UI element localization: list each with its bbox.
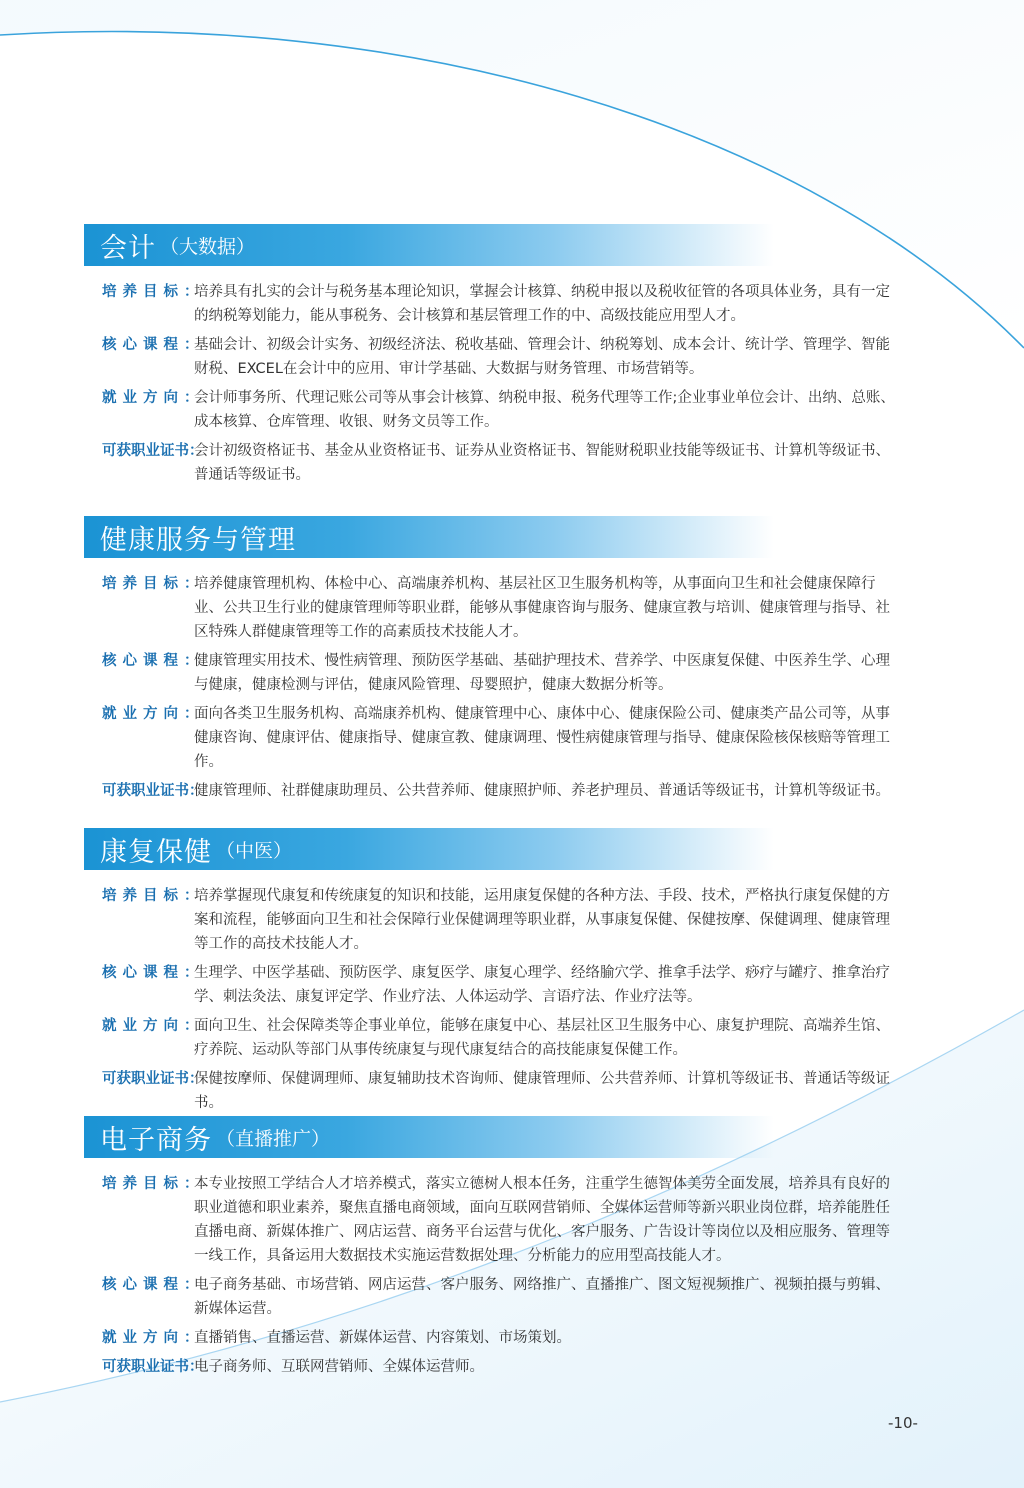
section-banner: [84, 828, 774, 870]
row-label: 核心课程：: [102, 653, 205, 669]
page-number: -10-: [888, 1414, 918, 1432]
row-core-courses: [84, 649, 944, 697]
row-text: 基础会计、初级会计实务、初级经济法、税收基础、管理会计、纳税筹划、成本会计、统计学、管理学、智能财税、EXCEL在会计中的应用、审计学基础、大数据与财务管理、市场营销等。: [194, 337, 890, 377]
row-certificates: [84, 1355, 944, 1379]
row-core-courses: [84, 333, 944, 381]
row-training-goal: [84, 884, 944, 956]
row-label: 培养目标：: [102, 576, 205, 592]
row-core-courses: [84, 961, 944, 1009]
row-text: 本专业按照工学结合人才培养模式，落实立德树人根本任务，注重学生德智体美劳全面发展，培养具有良好的职业道德和职业素养，聚焦直播电商领域，面向互联网营销师、全媒体运营师等新兴职业岗位群，培养能胜任直播电商、新媒体推广、网店运营、商务平台运营与优化、客户服务、广告设计等岗位以及相应服务、管理等一线工作，具备运用大数据技术实施运营数据处理、分析能力的应用型高技能人才。: [194, 1176, 890, 1264]
row-certificates: [84, 1067, 944, 1115]
section-accounting: [84, 224, 944, 492]
row-career-direction: [84, 702, 944, 774]
row-label: 可获职业证书：: [102, 1071, 204, 1087]
row-text: 健康管理师、社群健康助理员、公共营养师、健康照护师、养老护理员、普通话等级证书，计算机等级证书。: [194, 783, 890, 799]
row-text: 电子商务基础、市场营销、网店运营、客户服务、网络推广、直播推广、图文短视频推广、视频拍摄与剪辑、新媒体运营。: [194, 1277, 890, 1317]
row-label: 就业方向：: [102, 390, 205, 406]
row-label: 就业方向：: [102, 1018, 205, 1034]
row-text: 培养具有扎实的会计与税务基本理论知识，掌握会计核算、纳税申报以及税收征管的各项具体业务，具有一定的纳税筹划能力，能从事税务、会计核算和基层管理工作的中、高级技能应用型人才。: [194, 284, 890, 324]
row-career-direction: [84, 386, 944, 434]
row-text: 生理学、中医学基础、预防医学、康复医学、康复心理学、经络腧穴学、推拿手法学、痧疗与罐疗、推拿治疗学、刺法灸法、康复评定学、作业疗法、人体运动学、言语疗法、作业疗法等。: [194, 965, 890, 1005]
row-text: 培养掌握现代康复和传统康复的知识和技能，运用康复保健的各种方法、手段、技术，严格执行康复保健的方案和流程，能够面向卫生和社会保障行业保健调理等职业群，从事康复保健、保健按摩、保健调理、健康管理等工作的高技术技能人才。: [194, 888, 890, 952]
section-subtitle: （中医）: [216, 839, 293, 862]
section-ecommerce: [84, 1116, 944, 1384]
section-subtitle: （大数据）: [160, 235, 256, 258]
section-subtitle: （直播推广）: [216, 1127, 331, 1150]
section-title: 康复保健: [100, 836, 212, 868]
row-career-direction: [84, 1014, 944, 1062]
row-text: 面向卫生、社会保障类等企事业单位，能够在康复中心、基层社区卫生服务中心、康复护理院、高端养生馆、疗养院、运动队等部门从事传统康复与现代康复结合的高技能康复保健工作。: [194, 1018, 890, 1058]
row-certificates: [84, 439, 944, 487]
row-core-courses: [84, 1273, 944, 1321]
row-label: 可获职业证书：: [102, 443, 204, 459]
row-training-goal: [84, 280, 944, 328]
row-text: 会计初级资格证书、基金从业资格证书、证券从业资格证书、智能财税职业技能等级证书、计算机等级证书、普通话等级证书。: [194, 443, 890, 483]
section-health-management: [84, 516, 944, 808]
row-training-goal: [84, 572, 944, 644]
row-label: 核心课程：: [102, 337, 205, 353]
row-text: 直播销售、直播运营、新媒体运营、内容策划、市场策划。: [194, 1330, 571, 1346]
section-title: 健康服务与管理: [100, 524, 296, 556]
row-text: 会计师事务所、代理记账公司等从事会计核算、纳税申报、税务代理等工作;企业事业单位会计、出纳、总账、成本核算、仓库管理、收银、财务文员等工作。: [194, 390, 895, 430]
row-text: 保健按摩师、保健调理师、康复辅助技术咨询师、健康管理师、公共营养师、计算机等级证书、普通话等级证书。: [194, 1071, 890, 1111]
row-label: 可获职业证书：: [102, 783, 204, 799]
row-certificates: [84, 779, 944, 803]
section-rehabilitation: [84, 828, 944, 1120]
row-label: 就业方向：: [102, 706, 205, 722]
row-text: 面向各类卫生服务机构、高端康养机构、健康管理中心、康体中心、健康保险公司、健康类产品公司等，从事健康咨询、健康评估、健康指导、健康宣教、健康调理、慢性病健康管理与指导、健康保险核保核赔等管理工作。: [194, 706, 890, 770]
row-label: 培养目标：: [102, 284, 205, 300]
section-banner: [84, 1116, 774, 1158]
row-text: 培养健康管理机构、体检中心、高端康养机构、基层社区卫生服务机构等，从事面向卫生和社会健康保障行业、公共卫生行业的健康管理师等职业群，能够从事健康咨询与服务、健康宣教与培训、健康管理与指导、社区特殊人群健康管理等工作的高素质技术技能人才。: [194, 576, 890, 640]
row-label: 培养目标：: [102, 888, 205, 904]
section-title: 会计: [100, 232, 156, 264]
section-title: 电子商务: [100, 1124, 212, 1156]
row-text: 健康管理实用技术、慢性病管理、预防医学基础、基础护理技术、营养学、中医康复保健、中医养生学、心理与健康，健康检测与评估，健康风险管理、母婴照护，健康大数据分析等。: [194, 653, 890, 693]
row-label: 核心课程：: [102, 965, 205, 981]
row-training-goal: [84, 1172, 944, 1268]
row-label: 可获职业证书：: [102, 1359, 204, 1375]
row-label: 培养目标：: [102, 1176, 205, 1192]
section-banner: [84, 516, 774, 558]
row-text: 电子商务师、互联网营销师、全媒体运营师。: [194, 1359, 484, 1375]
section-banner: [84, 224, 774, 266]
row-label: 核心课程：: [102, 1277, 205, 1293]
row-label: 就业方向：: [102, 1330, 205, 1346]
row-career-direction: [84, 1326, 944, 1350]
